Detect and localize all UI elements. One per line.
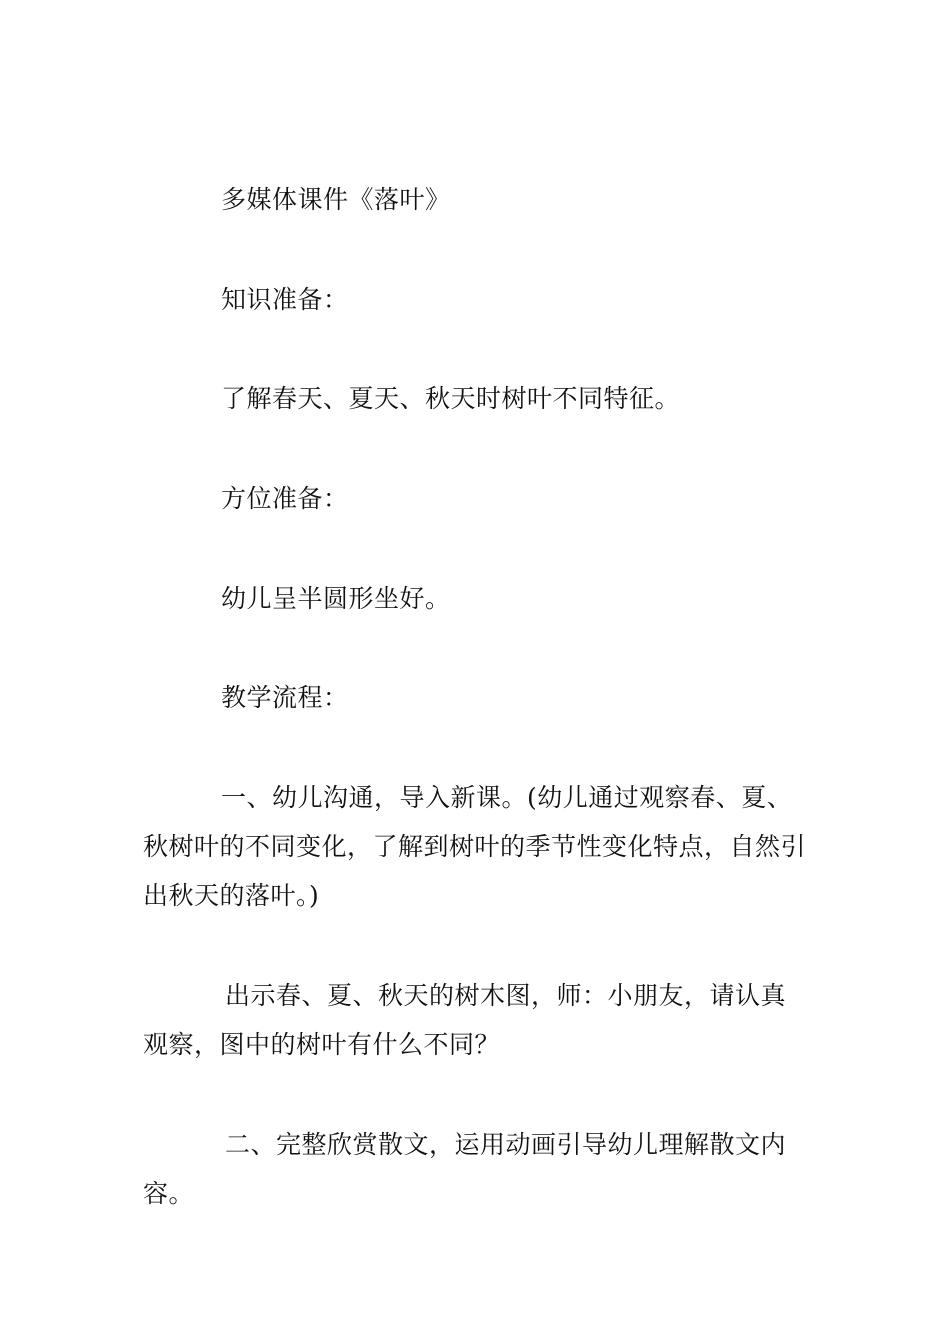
paragraph-knowledge-heading: 知识准备：: [221, 285, 349, 314]
paragraph-position-heading: 方位准备：: [221, 484, 349, 513]
paragraph-step-one: 一、幼儿沟通，导入新课。(幼儿通过观察春、夏、秋树叶的不同变化，了解到树叶的季节性变化特点，自然引出秋天的落叶。): [143, 783, 807, 910]
paragraph-step-two: 二、完整欣赏散文，运用动画引导幼儿理解散文内容。: [143, 1130, 787, 1208]
paragraph-process-heading: 教学流程：: [221, 683, 349, 712]
paragraph-show-trees: 出示春、夏、秋天的树木图，师：小朋友，请认真观察，图中的树叶有什么不同？: [143, 981, 787, 1059]
paragraph-position-content: 幼儿呈半圆形坐好。: [221, 584, 451, 613]
paragraph-materials: 多媒体课件《落叶》: [221, 185, 451, 214]
paragraph-knowledge-content: 了解春天、夏天、秋天时树叶不同特征。: [221, 384, 681, 413]
